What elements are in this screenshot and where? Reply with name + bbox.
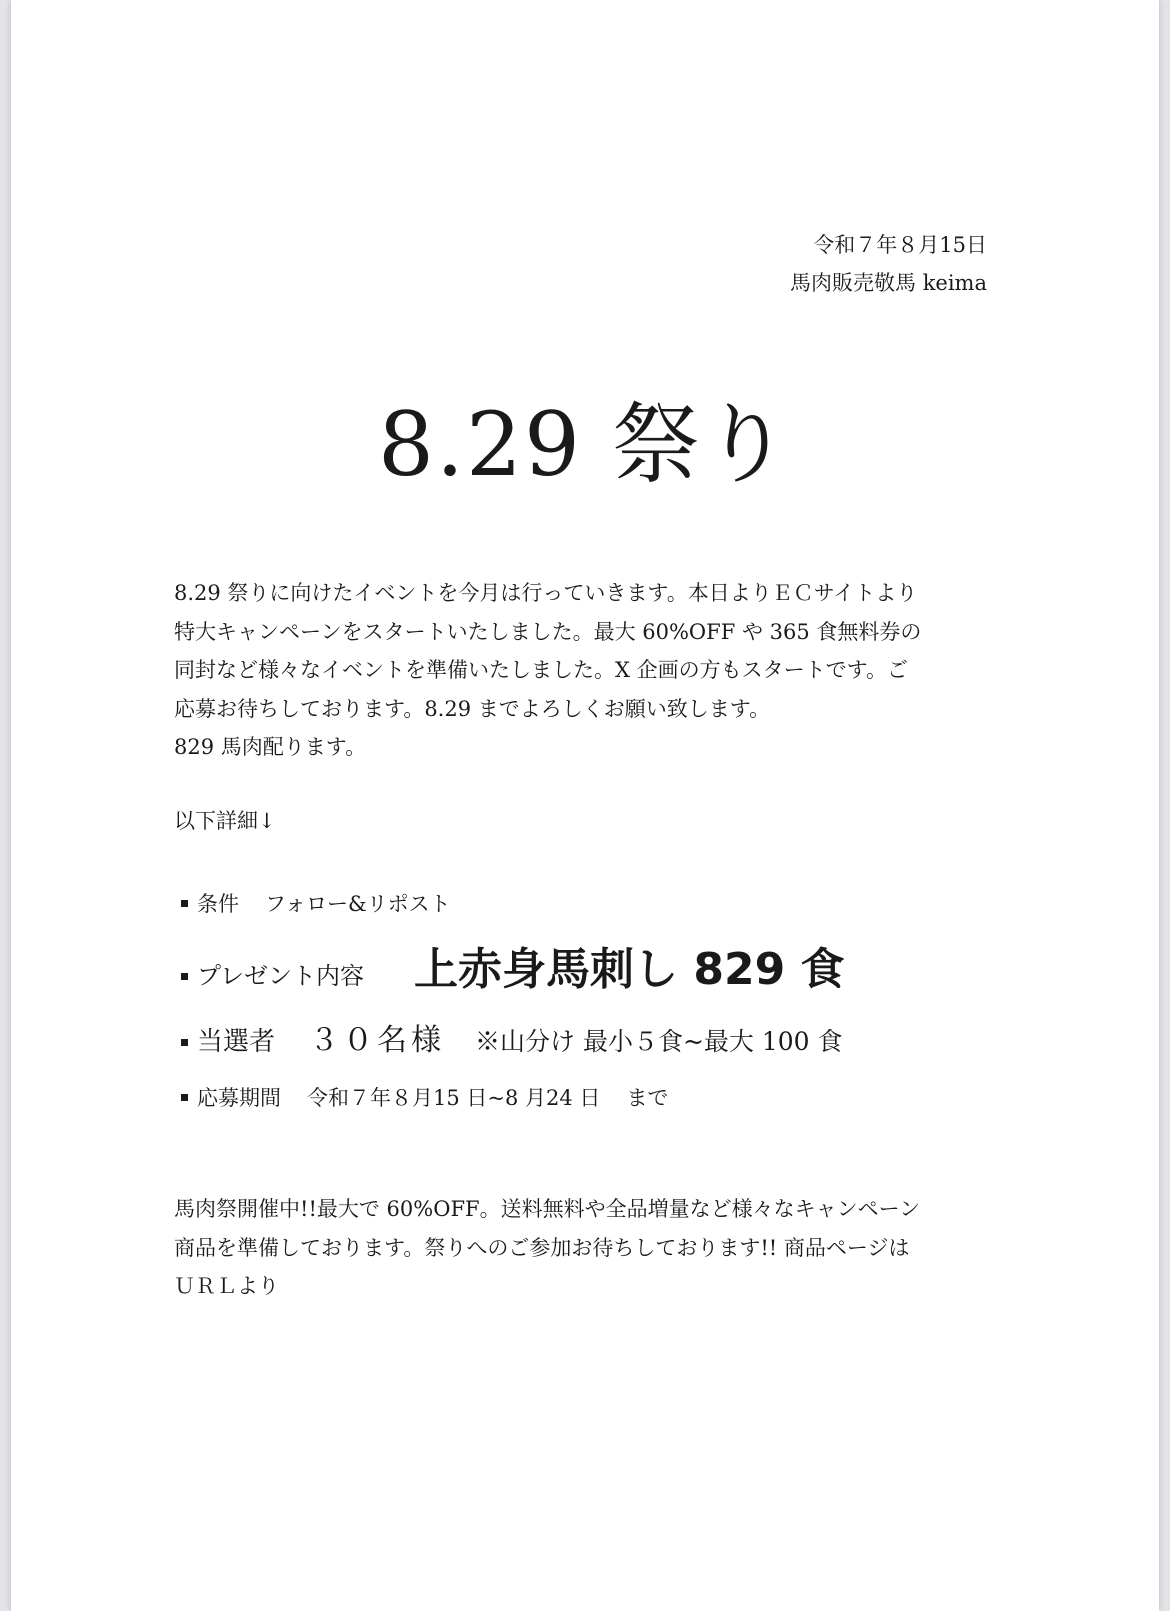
document-title: 8.29 祭り (378, 393, 792, 496)
square-bullet-icon (181, 900, 188, 907)
issue-date: 令和７年８月15日 (813, 233, 987, 257)
intro-line: 同封など様々なイベントを準備いたしました。X 企画の方もスタートです。ご (174, 658, 908, 682)
square-bullet-icon (181, 973, 188, 980)
intro-line: 特大キャンペーンをスタートいたしました。最大 60%OFF や 365 食無料券の (174, 619, 922, 644)
present-label: プレゼント内容 (197, 962, 365, 990)
document-page (11, 0, 1159, 1611)
period-suffix: まで (626, 1086, 669, 1110)
intro-line: 応募お待ちしております。8.29 までよろしくお願い致します。 (174, 696, 771, 721)
closing-line: 馬肉祭開催中!!最大で 60%OFF。送料無料や全品増量など様々なキャンペーン (174, 1197, 921, 1221)
winners-label: 当選者 (197, 1027, 276, 1057)
intro-line: 829 馬肉配ります。 (174, 735, 367, 759)
detail-item-conditions (181, 888, 451, 918)
letter-header (790, 226, 987, 302)
square-bullet-icon (181, 1039, 188, 1046)
square-bullet-icon (181, 1094, 188, 1101)
sender-name: 馬肉販売敬馬 keima (790, 271, 987, 295)
winners-count: ３０名様 (309, 1023, 446, 1058)
detail-item-period (181, 1082, 668, 1112)
present-value: 上赤身馬刺し 829 食 (414, 944, 845, 995)
closing-line: 商品を準備しております。祭りへのご参加お待ちしております!! 商品ページは (174, 1235, 910, 1260)
conditions-label: 条件 (197, 892, 239, 916)
conditions-value: フォロー&リポスト (265, 892, 451, 916)
closing-line: ＵＲＬより (174, 1274, 279, 1298)
details-heading: 以下詳細↓ (174, 809, 276, 833)
detail-item-present (181, 933, 845, 997)
intro-line: 8.29 祭りに向けたイベントを今月は行っていきます。本日よりＥＣサイトより (174, 581, 918, 605)
closing-paragraph (174, 1190, 1004, 1306)
winners-note: ※山分け 最小５食~最大 100 食 (475, 1027, 843, 1056)
detail-item-winners (181, 1015, 843, 1059)
intro-paragraph (174, 574, 1004, 767)
period-value: 令和７年８月15 日~8 月24 日 (307, 1086, 601, 1110)
period-label: 応募期間 (197, 1086, 281, 1110)
